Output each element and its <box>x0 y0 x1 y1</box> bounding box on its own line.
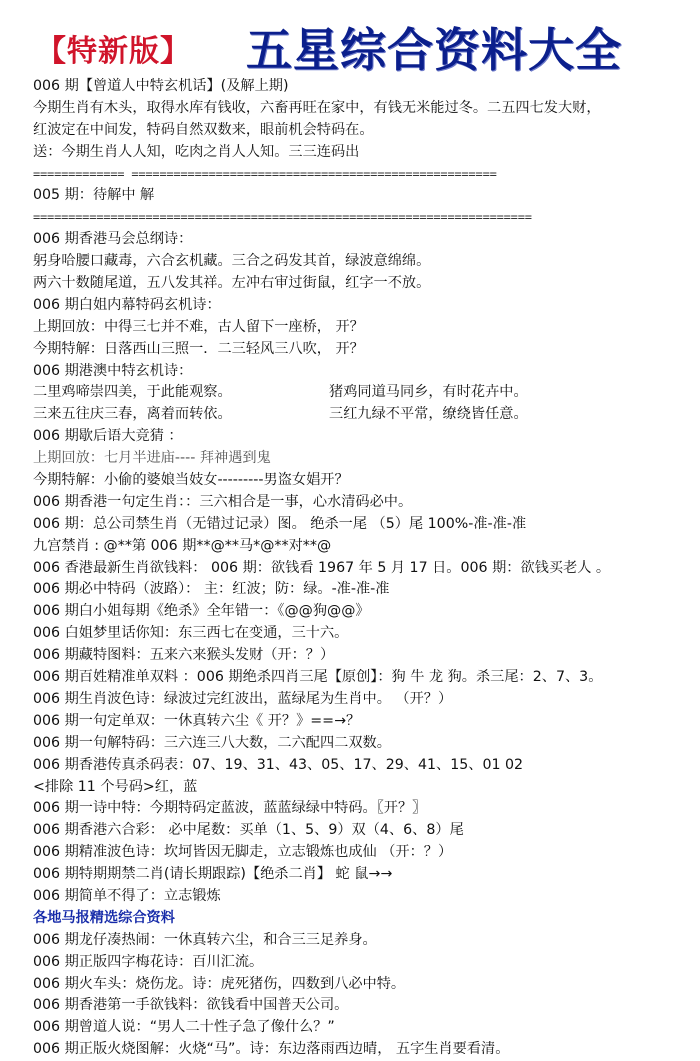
text-line: 006 期简单不得了：立志锻炼 <box>33 887 221 904</box>
text-line: 两六十数随尾道，五八发其祥。左冲右审过街鼠，红字一不放。 <box>33 275 431 292</box>
text-line: 006 白姐梦里话你知：东三西七在变通，三十六。 <box>33 625 349 642</box>
text-line: 006 期香港第一手欲钱料：欲钱看中国普天公司。 <box>33 997 349 1014</box>
poem-row <box>33 404 693 426</box>
edition-tag: 【特新版】 <box>36 34 191 69</box>
text-line: 006 期一句定单双：一休真转六尘《 开？》==→？ <box>33 712 361 729</box>
text-line: 005 期：待解中 解 <box>33 187 155 204</box>
section-heading: 各地马报精选综合资料 <box>33 909 175 926</box>
poem-left: 二里鸡啼崇四美，于此能观察。 <box>33 384 232 401</box>
text-line: 006 期精准波色诗：坎坷皆因无脚走，立志锻炼也成仙 （开：？） <box>33 844 453 861</box>
text-line: 006 期百姓精准单双料 ：006 期绝杀四肖三尾【原创】：狗 牛 龙 狗。杀三尾：2、7、3。 <box>33 669 603 686</box>
text-line: 006 期港澳中特玄机诗： <box>33 362 193 379</box>
poem-right: 三红九绿不平常，缭绕皆任意。 <box>329 406 528 423</box>
text-line: 送：今期生肖人人知，吃肉之肖人人知。三三连码出 <box>33 143 360 160</box>
separator-line: ============= ==================================================== <box>33 166 497 181</box>
text-line: 006 期正版火烧图解：火烧“马”。诗：东边落雨西边晴， 五字生肖要看清。 <box>33 1041 510 1058</box>
page-header <box>0 0 700 77</box>
text-line: 九宫禁肖 : @**第 006 期**@**马*@**对**@ <box>33 537 332 554</box>
text-line: 006 香港最新生肖欲钱料： 006 期：欲钱看 1967 年 5 月 17 日。006 期：欲钱买老人 。 <box>33 559 611 576</box>
poem-row <box>33 382 693 404</box>
text-line: 今期特解：小偷的婆娘当妓女---------男盗女娼开？ <box>33 472 349 489</box>
text-line: 006 期龙仔凑热闹：一休真转六尘，和合三三足养身。 <box>33 931 377 948</box>
text-line: 006 期生肖波色诗：绿波过完红波出，蓝绿尾为生肖中。 （开？） <box>33 690 453 707</box>
text-line: 006 期一诗中特：今期特码定蓝波，蓝蓝绿绿中特码。〖开？〗 <box>33 800 427 817</box>
content-body <box>33 76 693 1061</box>
text-line: 006 期白姐内幕特码玄机诗： <box>33 296 221 313</box>
text-line: 上期回放：七月半进庙---- 拜神遇到鬼 <box>33 450 271 467</box>
text-line: 上期回放：中得三七并不难，古人留下一座桥， 开？ <box>33 318 364 335</box>
page-title: 五星综合资料大全 <box>246 23 622 77</box>
text-line: 006 期火车头：烧伤龙。诗：虎死猪伤，四数到八必中特。 <box>33 975 406 992</box>
text-line: 006 期曾道人说：“男人二十性子急了像什么？” <box>33 1019 335 1036</box>
text-line: 006 期歇后语大竞猜 ： <box>33 428 183 445</box>
text-line: 006 期正版四字梅花诗：百川汇流。 <box>33 953 264 970</box>
text-line: 今期生肖有木头，取得水库有钱收，六畜再旺在家中，有钱无米能过冬。二五四七发大财， <box>33 99 601 116</box>
text-line: 006 期白小姐每期《绝杀》全年错一：《@@狗@@》 <box>33 603 370 620</box>
poem-right: 猪鸡同道马同乡，有时花卉中。 <box>329 384 528 401</box>
text-line: 006 期香港马会总纲诗： <box>33 231 193 248</box>
text-line: 006 期：总公司禁生肖（无错过记录）图。 绝杀一尾 （5）尾 100%-准-准-准 <box>33 515 527 532</box>
text-line: 红波定在中间发，特码自然双数来，眼前机会特码在。 <box>33 121 374 138</box>
text-line: 006 期一句解特码：三六连三八大数，二六配四二双数。 <box>33 734 391 751</box>
poem-left: 三来五往庆三春，离着而转依。 <box>33 406 232 423</box>
text-line: 006 期特期期禁二肖(请长期跟踪)【绝杀二肖】 蛇 鼠→→ <box>33 866 393 883</box>
text-line: 006 期香港传真杀码表：07、19、31、43、05、17、29、41、15、01 02 <box>33 756 524 773</box>
text-line: <排除 11 个号码>红，蓝 <box>33 778 198 795</box>
text-line: 006 期香港六合彩： 必中尾数：买单（1、5、9）双（4、6、8）尾 <box>33 822 464 839</box>
text-line: 今期特解：日落西山三照一．二三轻风三八吹， 开？ <box>33 340 364 357</box>
text-line: 006 期藏特图料：五来六来猴头发财（开：？） <box>33 647 335 664</box>
separator-line: ======================================================================= <box>33 210 532 225</box>
text-line: 006 期香港一句定生肖：：三六相合是一事，心水清码必中。 <box>33 493 413 510</box>
text-line: 006 期必中特码（波路）： 主：红波；防：绿。-准-准-准 <box>33 581 390 598</box>
text-line: 006 期【曾道人中特玄机话】(及解上期) <box>33 78 289 94</box>
text-line: 躬身哈腰口藏毒，六合玄机藏。三合之码发其首，绿波意绵绵。 <box>33 253 431 270</box>
